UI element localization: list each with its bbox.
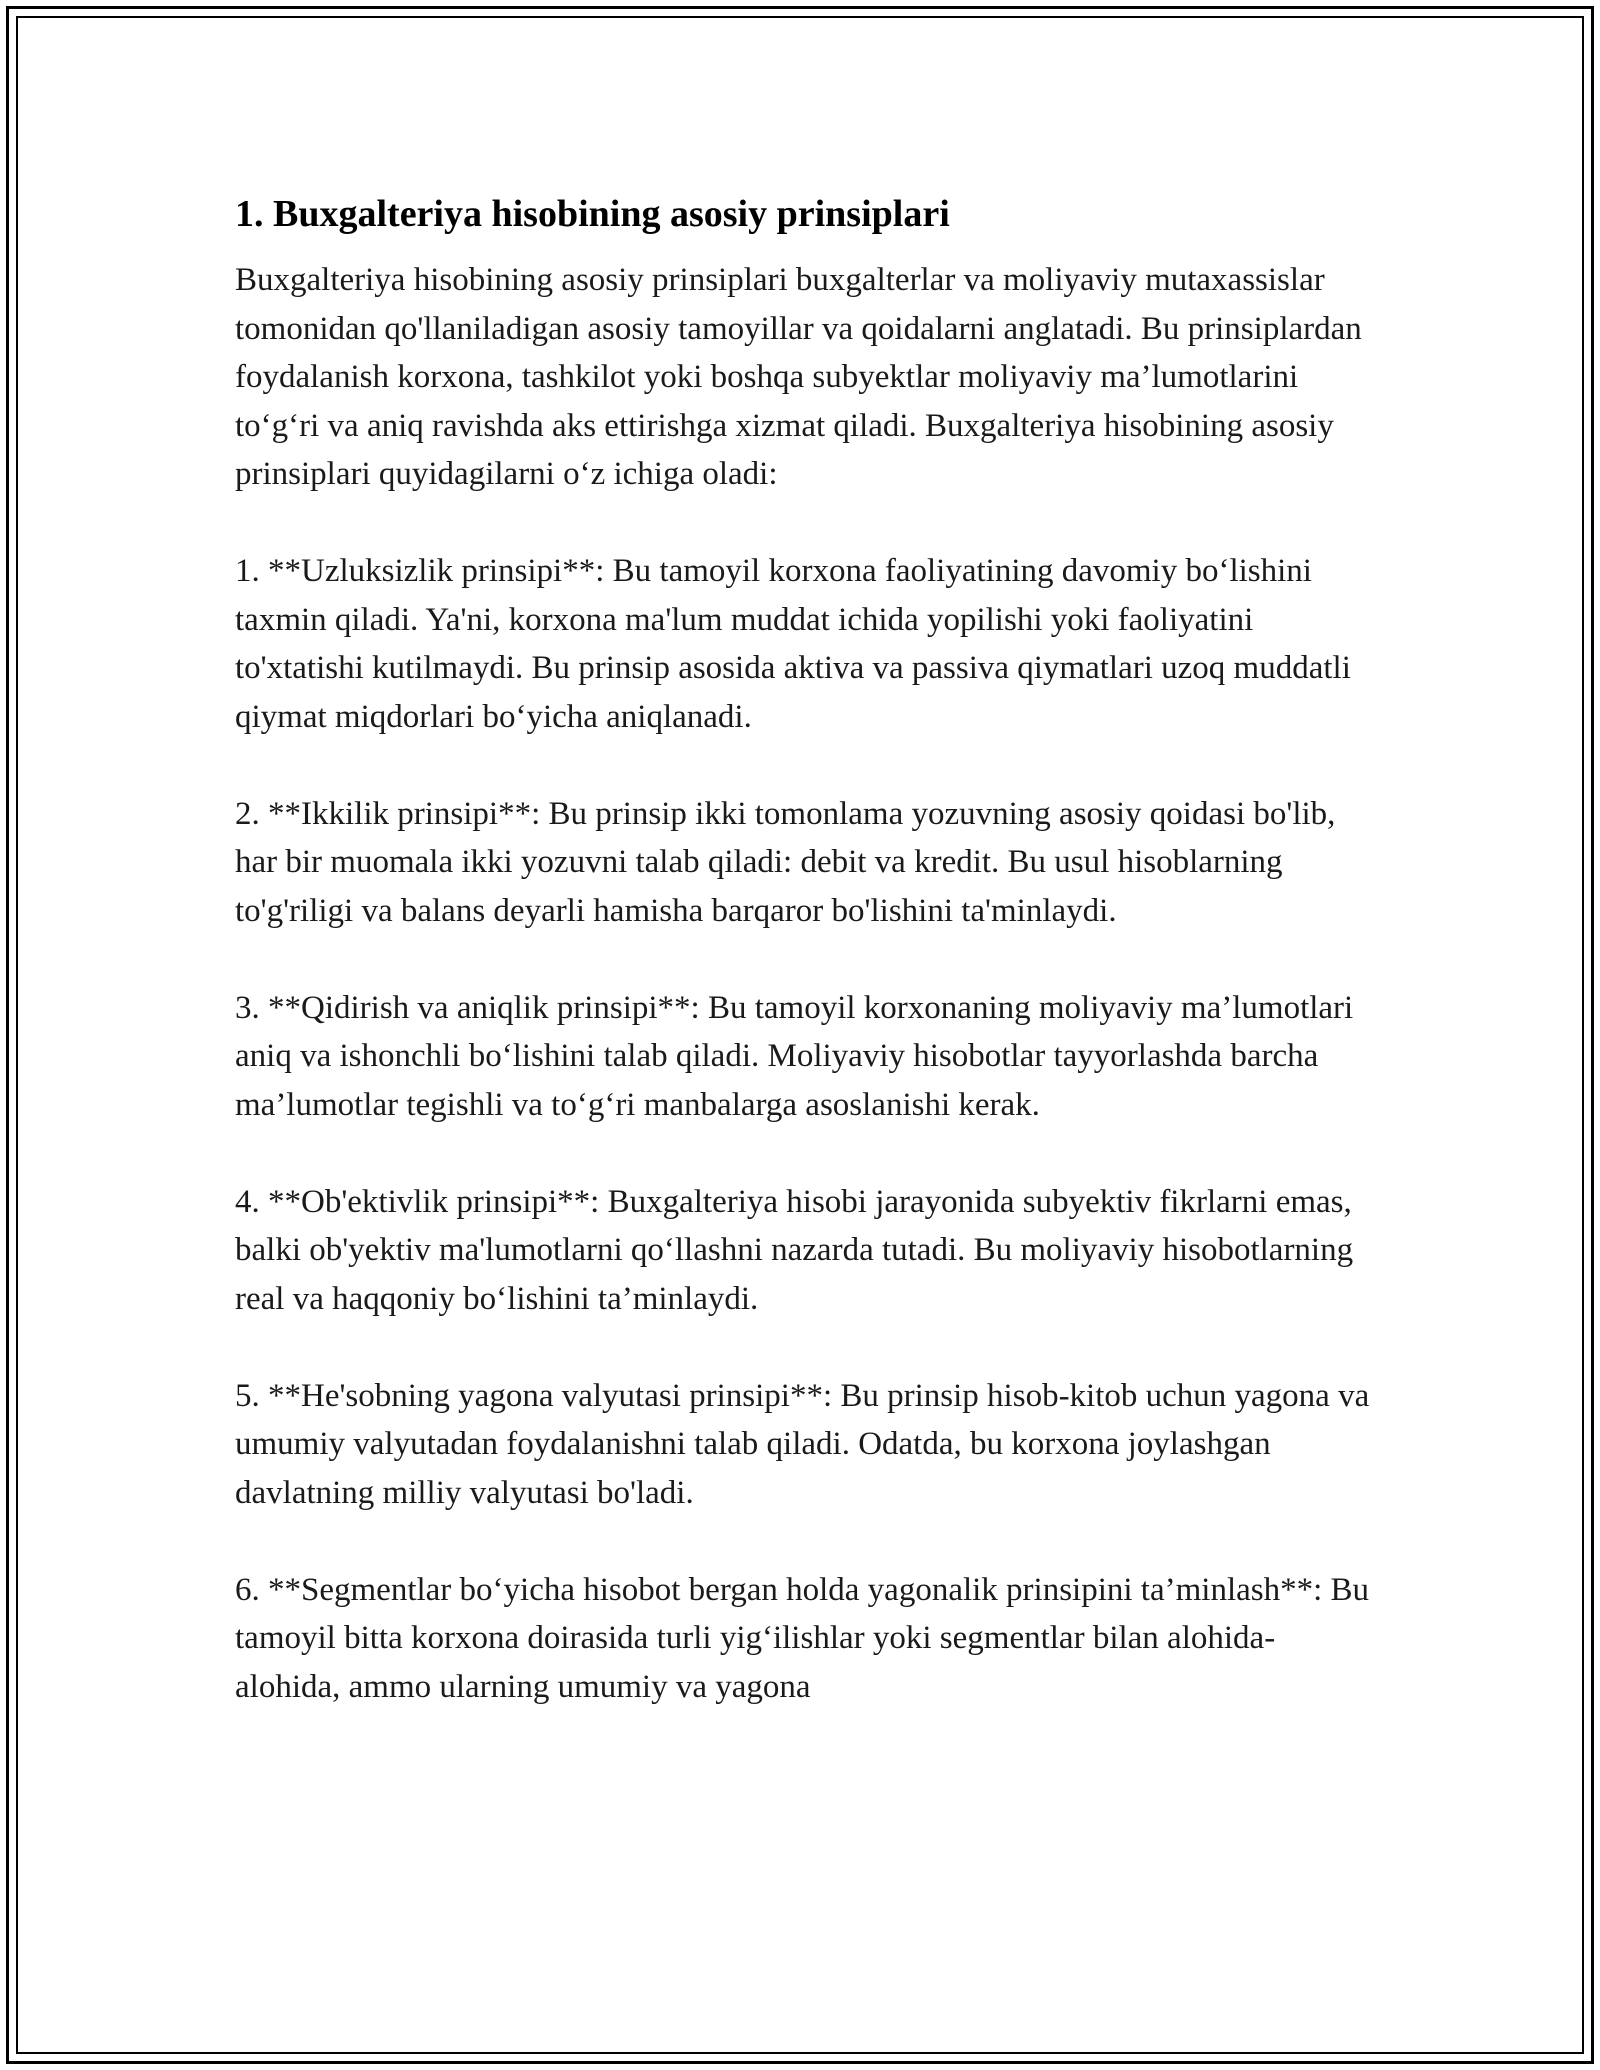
principle-currency-paragraph: 5. **He'sobning yagona valyutasi prinsipi**: Bu prinsip hisob-kitob uchun yagona va umumiy valyutadan foydalanishni talab qiladi. Odatda, bu korxona joylashgan davlatning milliy valyutasi bo'ladi. [235, 1377, 1370, 1511]
principle-duality-paragraph: 2. **Ikkilik prinsipi**: Bu prinsip ikki tomonlama yozuvning asosiy qoidasi bo'lib, har bir muomala ikki yozuvni talab qiladi: debit va kredit. Bu usul hisoblarning to'g'riligi va balans deyarli hamisha barqaror bo'lishini ta'minlaydi. [235, 795, 1336, 929]
document-body [235, 190, 1375, 1760]
principle-segments-paragraph: 6. **Segmentlar bo‘yicha hisobot bergan holda yagonalik prinsipini ta’minlash**: Bu tamoyil bitta korxona doirasida turli yig‘ilishlar yoki segmentlar bilan alohida-alohida, ammo ularning umumiy va yagona [235, 1571, 1370, 1705]
principle-objectivity-paragraph: 4. **Ob'ektivlik prinsipi**: Buxgalteriya hisobi jarayonida subyektiv fikrlarni emas, balki ob'yektiv ma'lumotlarni qo‘llashni nazarda tutadi. Bu moliyaviy hisobotlarning real va haqqoniy bo‘lishini ta’minlaydi. [235, 1183, 1354, 1317]
principle-continuity-paragraph: 1. **Uzluksizlik prinsipi**: Bu tamoyil korxona faoliyatining davomiy bo‘lishini taxmin qiladi. Ya'ni, korxona ma'lum muddat ichida yopilishi yoki faoliyatini to'xtatishi kutilmaydi. Bu prinsip asosida aktiva va passiva qiymatlari uzoq muddatli qiymat miqdorlari bo‘yicha aniqlanadi. [235, 553, 1351, 735]
section-heading: 1. Buxgalteriya hisobining asosiy prinsiplari [235, 193, 950, 235]
principle-accuracy-paragraph: 3. **Qidirish va aniqlik prinsipi**: Bu tamoyil korxonaning moliyaviy ma’lumotlari aniq va ishonchli bo‘lishini talab qiladi. Moliyaviy hisobotlar tayyorlashda barcha ma’lumotlar tegishli va to‘g‘ri manbalarga asoslanishi kerak. [235, 989, 1354, 1123]
intro-paragraph: Buxgalteriya hisobining asosiy prinsiplari buxgalterlar va moliyaviy mutaxassislar tomonidan qo'llaniladigan asosiy tamoyillar va qoidalarni anglatadi. Bu prinsiplardan foydalanish korxona, tashkilot yoki boshqa subyektlar moliyaviy ma’lumotlarini to‘g‘ri va aniq ravishda aks ettirishga xizmat qiladi. Buxgalteriya hisobining asosiy prinsiplari quyidagilarni o‘z ichiga oladi: [235, 262, 1362, 492]
